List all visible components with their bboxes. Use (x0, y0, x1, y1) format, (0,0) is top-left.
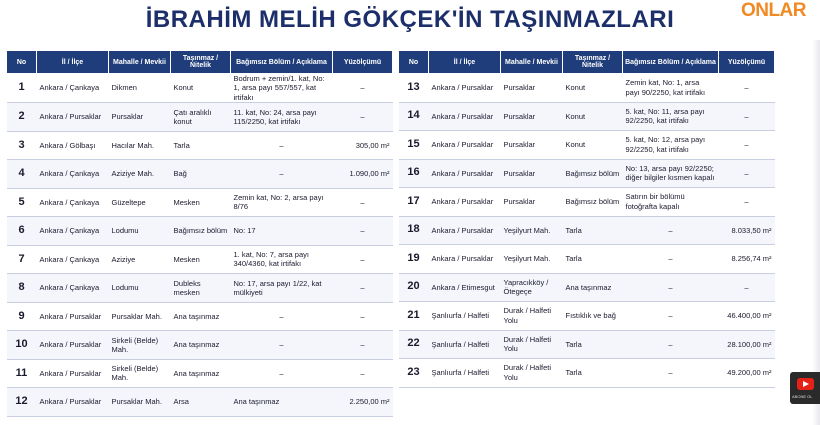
aciklama-cell: Zemin kat, No: 2, arsa payı 8/76 (231, 188, 333, 217)
il-ilce-cell: Ankara / Pursaklar (429, 159, 501, 188)
il-ilce-cell: Ankara / Pursaklar (37, 103, 109, 132)
mahalle-cell: Dikmen (109, 74, 171, 103)
table-row (399, 131, 775, 160)
yuzolcumu-cell: – (333, 217, 393, 246)
yuzolcumu-cell: 28.100,00 m² (719, 330, 775, 359)
aciklama-cell: 1. kat, No: 7, arsa payı 340/4360, kat irtifakı (231, 245, 333, 274)
header-yuzolcumu: Yüzölçümü (719, 51, 775, 74)
row-number: 2 (7, 103, 37, 132)
yuzolcumu-cell: 8.033,50 m² (719, 216, 775, 245)
subscribe-badge[interactable] (790, 372, 820, 404)
aciklama-cell: – (623, 245, 719, 274)
table-header-row (7, 51, 393, 74)
yuzolcumu-cell: – (333, 103, 393, 132)
mahalle-cell: Pursaklar (501, 188, 563, 217)
table-row (399, 359, 775, 388)
yuzolcumu-cell: – (719, 188, 775, 217)
aciklama-cell: No: 17, arsa payı 1/22, kat mülkiyeti (231, 274, 333, 303)
table-row (7, 245, 393, 274)
mahalle-cell: Aziziye Mah. (109, 160, 171, 189)
nitelik-cell: Bağımsız bölüm (171, 217, 231, 246)
row-number: 4 (7, 160, 37, 189)
aciklama-cell: – (623, 273, 719, 302)
header-yuzolcumu: Yüzölçümü (333, 51, 393, 74)
yuzolcumu-cell: – (719, 273, 775, 302)
right-edge-shadow (812, 40, 820, 425)
il-ilce-cell: Şanlıurfa / Halfeti (429, 302, 501, 331)
mahalle-cell: Sirkeli (Belde) Mah. (109, 359, 171, 388)
left-table-body (7, 74, 393, 417)
row-number: 7 (7, 245, 37, 274)
il-ilce-cell: Ankara / Pursaklar (37, 359, 109, 388)
yuzolcumu-cell: – (719, 74, 775, 103)
left-table-container (6, 50, 392, 417)
header-aciklama: Bağımsız Bölüm / Açıklama (231, 51, 333, 74)
nitelik-cell: Bağımsız bölüm (563, 188, 623, 217)
nitelik-cell: Mesken (171, 245, 231, 274)
youtube-icon (797, 378, 814, 390)
mahalle-cell: Pursaklar (501, 102, 563, 131)
nitelik-cell: Konut (563, 131, 623, 160)
header-mahalle: Mahalle / Mevkii (109, 51, 171, 74)
mahalle-cell: Durak / Halfeti Yolu (501, 359, 563, 388)
yuzolcumu-cell: – (719, 102, 775, 131)
aciklama-cell: 5. kat, No: 12, arsa payı 92/2250, kat irtifakı (623, 131, 719, 160)
yuzolcumu-cell: 8.256,74 m² (719, 245, 775, 274)
row-number: 13 (399, 74, 429, 103)
yuzolcumu-cell: – (333, 359, 393, 388)
aciklama-cell: – (231, 131, 333, 160)
il-ilce-cell: Ankara / Pursaklar (429, 188, 501, 217)
row-number: 11 (7, 359, 37, 388)
il-ilce-cell: Ankara / Pursaklar (429, 74, 501, 103)
il-ilce-cell: Ankara / Pursaklar (429, 131, 501, 160)
table-row (399, 188, 775, 217)
table-row (7, 388, 393, 417)
table-row (7, 103, 393, 132)
table-row (399, 245, 775, 274)
mahalle-cell: Pursaklar (501, 131, 563, 160)
channel-logo: ONLAR (740, 0, 806, 21)
il-ilce-cell: Ankara / Pursaklar (37, 302, 109, 331)
header-no: No (7, 51, 37, 74)
table-row (399, 273, 775, 302)
yuzolcumu-cell: 46.400,00 m² (719, 302, 775, 331)
table-row (7, 74, 393, 103)
mahalle-cell: Aziziye (109, 245, 171, 274)
row-number: 23 (399, 359, 429, 388)
aciklama-cell: – (231, 331, 333, 360)
table-row (7, 131, 393, 160)
mahalle-cell: Pursaklar Mah. (109, 388, 171, 417)
aciklama-cell: No: 13, arsa payı 92/2250; diğer bilgiler kısmen kapalı (623, 159, 719, 188)
row-number: 12 (7, 388, 37, 417)
nitelik-cell: Fıstıklık ve bağ (563, 302, 623, 331)
yuzolcumu-cell: – (333, 188, 393, 217)
header-nitelik: Taşınmaz / Nitelik (563, 51, 623, 74)
aciklama-cell: Zemin kat, No: 1, arsa payı 90/2250, kat irtifakı (623, 74, 719, 103)
properties-table-right (398, 50, 775, 388)
mahalle-cell: Durak / Halfeti Yolu (501, 302, 563, 331)
il-ilce-cell: Ankara / Gölbaşı (37, 131, 109, 160)
aciklama-cell: 11. kat, No: 24, arsa payı 115/2250, kat irtifakı (231, 103, 333, 132)
right-table-body (399, 74, 775, 388)
nitelik-cell: Bağ (171, 160, 231, 189)
il-ilce-cell: Ankara / Etimesgut (429, 273, 501, 302)
aciklama-cell: Ana taşınmaz (231, 388, 333, 417)
aciklama-cell: 5. kat, No: 11, arsa payı 92/2250, kat irtifakı (623, 102, 719, 131)
nitelik-cell: Tarla (563, 330, 623, 359)
yuzolcumu-cell: 305,00 m² (333, 131, 393, 160)
table-row (399, 102, 775, 131)
aciklama-cell: – (231, 359, 333, 388)
aciklama-cell: No: 17 (231, 217, 333, 246)
yuzolcumu-cell: – (333, 274, 393, 303)
aciklama-cell: – (623, 330, 719, 359)
yuzolcumu-cell: – (719, 159, 775, 188)
yuzolcumu-cell: – (333, 302, 393, 331)
il-ilce-cell: Şanlıurfa / Halfeti (429, 330, 501, 359)
il-ilce-cell: Ankara / Çankaya (37, 160, 109, 189)
mahalle-cell: Durak / Halfeti Yolu (501, 330, 563, 359)
il-ilce-cell: Ankara / Çankaya (37, 74, 109, 103)
table-row (7, 302, 393, 331)
yuzolcumu-cell: 49.200,00 m² (719, 359, 775, 388)
table-row (399, 159, 775, 188)
aciklama-cell: Satırın bir bölümü fotoğrafta kapalı (623, 188, 719, 217)
nitelik-cell: Konut (563, 102, 623, 131)
yuzolcumu-cell: – (719, 131, 775, 160)
aciklama-cell: – (623, 216, 719, 245)
subscribe-label: ABONE OL (792, 394, 813, 399)
nitelik-cell: Ana taşınmaz (171, 331, 231, 360)
table-row (7, 359, 393, 388)
mahalle-cell: Yeşilyurt Mah. (501, 245, 563, 274)
header-aciklama: Bağımsız Bölüm / Açıklama (623, 51, 719, 74)
mahalle-cell: Güzeltepe (109, 188, 171, 217)
il-ilce-cell: Ankara / Çankaya (37, 188, 109, 217)
nitelik-cell: Konut (171, 74, 231, 103)
row-number: 20 (399, 273, 429, 302)
yuzolcumu-cell: 1.090,00 m² (333, 160, 393, 189)
nitelik-cell: Bağımsız bölüm (563, 159, 623, 188)
il-ilce-cell: Ankara / Pursaklar (429, 245, 501, 274)
aciklama-cell: – (231, 160, 333, 189)
row-number: 6 (7, 217, 37, 246)
nitelik-cell: Tarla (171, 131, 231, 160)
header-no: No (399, 51, 429, 74)
row-number: 10 (7, 331, 37, 360)
nitelik-cell: Dubleks mesken (171, 274, 231, 303)
page-title: İBRAHİM MELİH GÖKÇEK'İN TAŞINMAZLARI (145, 6, 675, 33)
aciklama-cell: – (231, 302, 333, 331)
yuzolcumu-cell: – (333, 74, 393, 103)
il-ilce-cell: Ankara / Pursaklar (429, 216, 501, 245)
row-number: 17 (399, 188, 429, 217)
table-row (399, 302, 775, 331)
mahalle-cell: Pursaklar Mah. (109, 302, 171, 331)
row-number: 1 (7, 74, 37, 103)
row-number: 5 (7, 188, 37, 217)
mahalle-cell: Yapracıkköy / Ötegeçe (501, 273, 563, 302)
row-number: 18 (399, 216, 429, 245)
mahalle-cell: Pursaklar (501, 159, 563, 188)
nitelik-cell: Konut (563, 74, 623, 103)
row-number: 19 (399, 245, 429, 274)
row-number: 8 (7, 274, 37, 303)
table-row (7, 217, 393, 246)
il-ilce-cell: Ankara / Çankaya (37, 245, 109, 274)
mahalle-cell: Hacılar Mah. (109, 131, 171, 160)
row-number: 9 (7, 302, 37, 331)
right-table-container (398, 50, 774, 388)
table-header-row (399, 51, 775, 74)
il-ilce-cell: Ankara / Pursaklar (37, 331, 109, 360)
nitelik-cell: Ana taşınmaz (171, 302, 231, 331)
table-row (7, 274, 393, 303)
nitelik-cell: Mesken (171, 188, 231, 217)
yuzolcumu-cell: – (333, 245, 393, 274)
row-number: 3 (7, 131, 37, 160)
row-number: 21 (399, 302, 429, 331)
row-number: 16 (399, 159, 429, 188)
table-row (7, 331, 393, 360)
mahalle-cell: Pursaklar (501, 74, 563, 103)
header-nitelik: Taşınmaz / Nitelik (171, 51, 231, 74)
nitelik-cell: Tarla (563, 359, 623, 388)
header-mahalle: Mahalle / Mevkii (501, 51, 563, 74)
il-ilce-cell: Şanlıurfa / Halfeti (429, 359, 501, 388)
nitelik-cell: Ana taşınmaz (171, 359, 231, 388)
nitelik-cell: Arsa (171, 388, 231, 417)
nitelik-cell: Çatı aralıklı konut (171, 103, 231, 132)
aciklama-cell: – (623, 359, 719, 388)
table-row (399, 330, 775, 359)
il-ilce-cell: Ankara / Pursaklar (429, 102, 501, 131)
row-number: 14 (399, 102, 429, 131)
row-number: 22 (399, 330, 429, 359)
properties-table-left (6, 50, 393, 417)
mahalle-cell: Sirkeli (Belde) Mah. (109, 331, 171, 360)
aciklama-cell: Bodrum + zemin/1. kat, No: 1, arsa payı 557/557, kat irtifakı (231, 74, 333, 103)
aciklama-cell: – (623, 302, 719, 331)
mahalle-cell: Pursaklar (109, 103, 171, 132)
nitelik-cell: Tarla (563, 216, 623, 245)
nitelik-cell: Ana taşınmaz (563, 273, 623, 302)
mahalle-cell: Yeşilyurt Mah. (501, 216, 563, 245)
yuzolcumu-cell: – (333, 331, 393, 360)
header-il: İl / İlçe (429, 51, 501, 74)
il-ilce-cell: Ankara / Pursaklar (37, 388, 109, 417)
nitelik-cell: Tarla (563, 245, 623, 274)
table-row (7, 160, 393, 189)
yuzolcumu-cell: 2.250,00 m² (333, 388, 393, 417)
il-ilce-cell: Ankara / Çankaya (37, 217, 109, 246)
il-ilce-cell: Ankara / Çankaya (37, 274, 109, 303)
table-row (399, 216, 775, 245)
mahalle-cell: Lodumu (109, 217, 171, 246)
mahalle-cell: Lodumu (109, 274, 171, 303)
row-number: 15 (399, 131, 429, 160)
header-il: İl / İlçe (37, 51, 109, 74)
table-row (7, 188, 393, 217)
table-row (399, 74, 775, 103)
